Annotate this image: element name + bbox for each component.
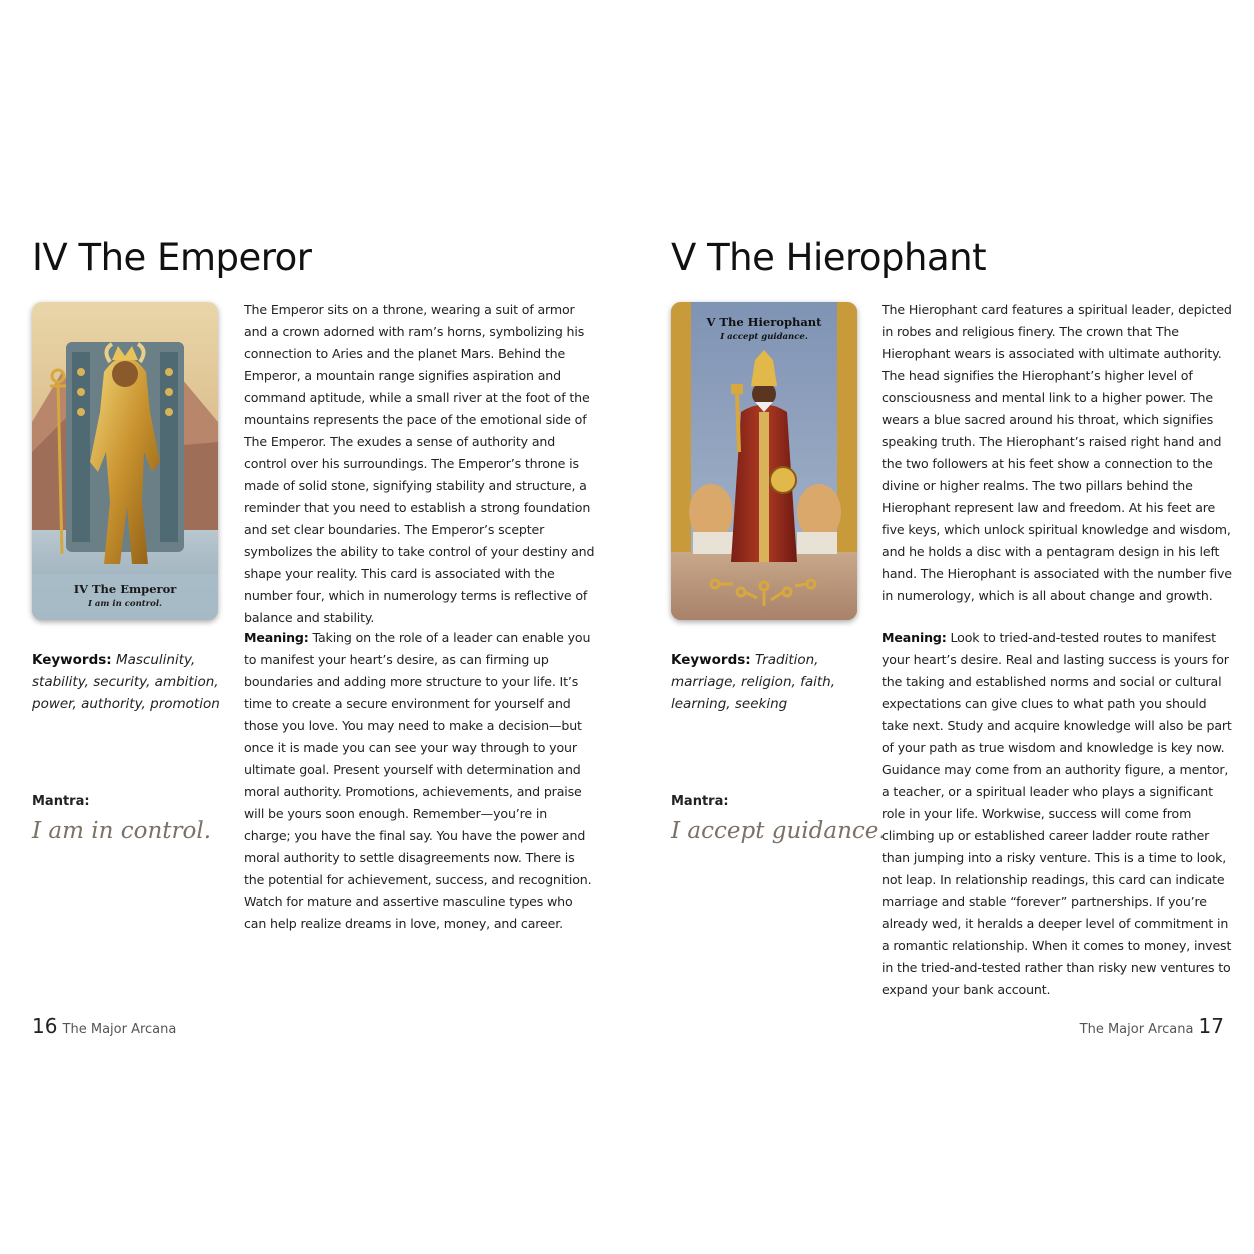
hierophant-mantra: I accept guidance.	[671, 818, 886, 844]
emperor-keywords-values: Masculinity, stability, security, ambition, power, authority, promotion	[32, 652, 220, 712]
emperor-keywords-label: Keywords:	[32, 652, 112, 668]
emperor-mantra-label: Mantra:	[32, 794, 90, 809]
emperor-description: The Emperor sits on a throne, wearing a suit of armor and a crown adorned with ram’s horns, symbolizing his connection to Aries and the planet Mars. Behind the Emperor, a mountain range signifies aspiration and command aptitude, while a small river at the foot of the mountains represents the pace of the emotional side of The Emperor. The exudes a sense of authority and control over his surroundings. The Emperor’s throne is made of solid stone, signifying stability and structure, a reminder that you need to establish a strong foundation and set clear boundaries. The Emperor’s scepter symbolizes the ability to take control of your destiny and shape your reality. This card is associated with the number four, which in numerology terms is reflective of balance and stability.	[244, 302, 595, 625]
emperor-card-name: IV The Emperor	[73, 582, 177, 596]
page-number-17: 17	[1198, 1014, 1224, 1038]
right-page	[627, 0, 1254, 1254]
hierophant-meaning-label: Meaning:	[882, 630, 947, 645]
emperor-card-image	[32, 302, 218, 620]
hierophant-keywords-values: Tradition, marriage, religion, faith, learning, seeking	[671, 652, 835, 712]
hierophant-meaning	[882, 627, 1234, 1001]
emperor-card-subtitle: I am in control.	[87, 599, 163, 609]
right-folio	[1080, 1014, 1224, 1038]
emperor-title: IV The Emperor	[32, 236, 312, 279]
emperor-meaning-label: Meaning:	[244, 630, 309, 645]
emperor-meaning	[244, 627, 596, 935]
hierophant-card-name: V The Hierophant	[706, 315, 822, 329]
left-section-name: The Major Arcana	[62, 1022, 177, 1037]
emperor-card-illustration	[32, 302, 218, 620]
hierophant-card-image	[671, 302, 857, 620]
emperor-keywords	[32, 649, 222, 715]
hierophant-description: The Hierophant card features a spiritual leader, depicted in robes and religious finery. The crown that The Hierophant wears is associated with ultimate authority. The head signifies the Hierophant’s higher level of consciousness and mental link to a higher power. The wears a blue sacred around his throat, which signifies speaking truth. The Hierophant’s raised right hand and the two followers at his feet show a connection to the divine or higher realms. The two pillars behind the Hierophant represent law and freedom. At his feet are five keys, which unlock spiritual knowledge and wisdom, and he holds a disc with a pentagram design in his left hand. The Hierophant is associated with the number five in numerology, which is all about change and growth.	[882, 302, 1232, 603]
hierophant-card-subtitle: I accept guidance.	[720, 332, 808, 342]
page-number-16: 16	[32, 1014, 58, 1038]
emperor-mantra: I am in control.	[32, 818, 212, 844]
hierophant-meaning-text: Look to tried-and-tested routes to manifest your heart’s desire. Real and lasting success is yours for the taking and established norms and social or cultural expectations can give clues to what path you should take next. Study and acquire knowledge will also be part of your path as true wisdom and knowledge is key now. Guidance may come from an authority figure, a mentor, a teacher, or a spiritual leader who plays a significant role in your life. Workwise, success will come from climbing up or established career ladder route rather than jumping into a risky venture. This is a time to look, not leap. In relationship readings, this card can indicate marriage and stable “forever” partnerships. If you’re already wed, it heralds a deeper level of commitment in a romantic relationship. When it comes to money, invest in the tried-and-tested rather than risky new ventures to expand your bank account.	[882, 630, 1232, 997]
hierophant-keywords-label: Keywords:	[671, 652, 751, 668]
emperor-meaning-text: Taking on the role of a leader can enable you to manifest your heart’s desire, as can firming up boundaries and adding more structure to your life. It’s time to create a secure environment for yourself and those you love. You may need to make a decision—but once it is made you can see your way through to your ultimate goal. Present yourself with determination and moral authority. Promotions, achievements, and praise will be yours soon enough. Remember—you’re in charge; you have the final say. You have the power and moral authority to settle disagreements now. There is the potential for achievement, success, and recognition. Watch for mature and assertive masculine types who can help realize dreams in love, money, and career.	[244, 630, 592, 931]
hierophant-mantra-label: Mantra:	[671, 794, 729, 809]
hierophant-card-illustration	[671, 302, 857, 620]
left-folio	[32, 1014, 176, 1038]
hierophant-title: V The Hierophant	[671, 236, 987, 279]
hierophant-keywords	[671, 649, 861, 715]
right-section-name: The Major Arcana	[1079, 1022, 1194, 1037]
